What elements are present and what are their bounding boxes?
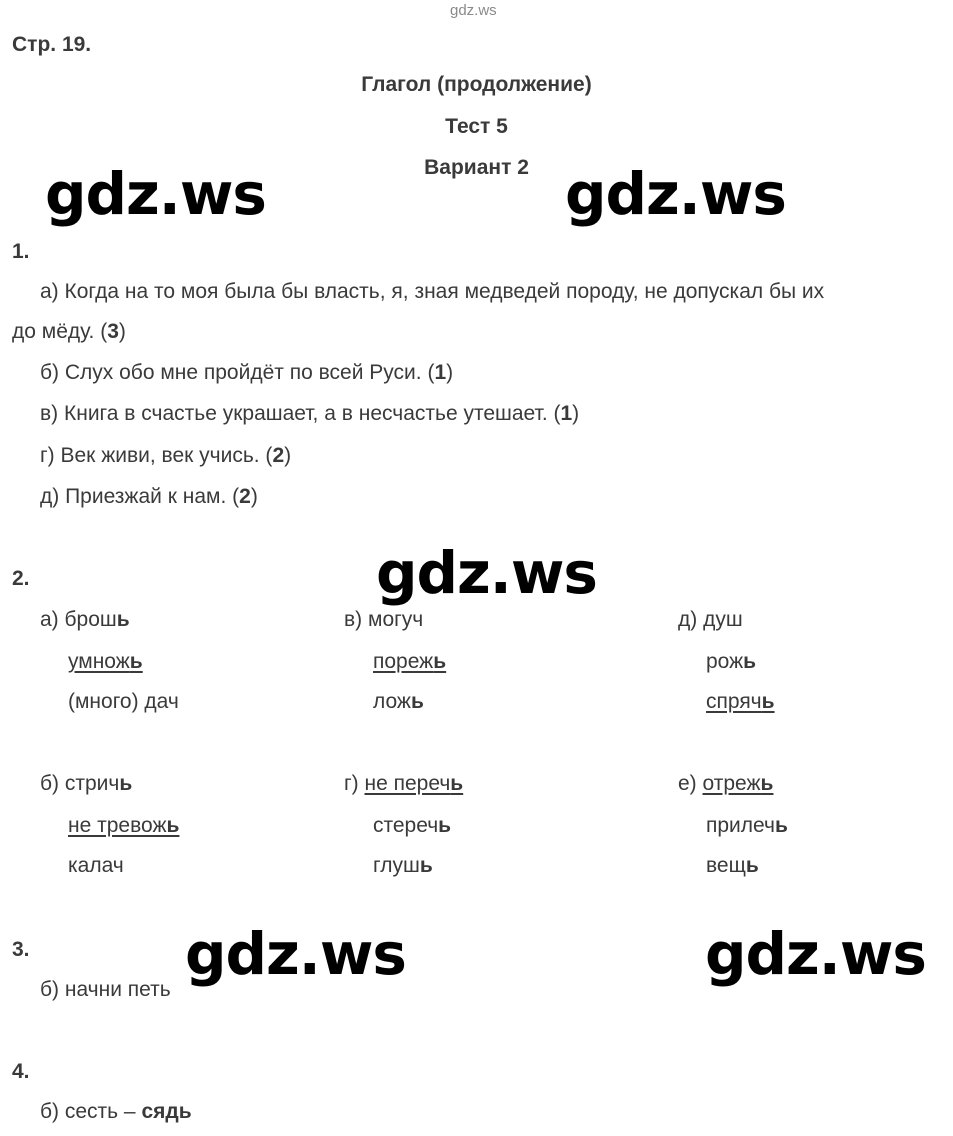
page-reference: Стр. 19. xyxy=(12,33,92,56)
watermark-logo: gdz.ws xyxy=(185,920,406,988)
word-ending: ь xyxy=(743,650,757,673)
answer-number: 2 xyxy=(272,444,285,467)
word-stem: стрич xyxy=(64,772,120,795)
word-row xyxy=(678,772,773,796)
close-paren: ) xyxy=(118,320,126,343)
word-stem: рож xyxy=(706,650,744,673)
underlined-word xyxy=(703,772,774,795)
word-row: калач xyxy=(68,854,124,877)
close-paren: ) xyxy=(572,402,580,425)
word-ending: ь xyxy=(761,690,775,713)
watermark-logo: gdz.ws xyxy=(376,539,597,607)
word-row xyxy=(40,772,132,796)
item-text: б) Слух обо мне пройдёт по всей Руси. ( xyxy=(40,361,435,384)
word-stem: не тревож xyxy=(68,814,167,837)
word-row xyxy=(706,854,759,878)
item-text: до мёду. ( xyxy=(12,320,108,343)
underlined-word xyxy=(373,650,446,673)
task-3-answer: б) начни петь xyxy=(40,978,171,1001)
word-row xyxy=(40,608,130,632)
underlined-word xyxy=(68,814,179,837)
answer-number: 3 xyxy=(107,320,119,343)
word-ending: ь xyxy=(433,650,447,673)
answer-number: 2 xyxy=(239,485,251,508)
task-2-number: 2. xyxy=(12,567,30,590)
task-4-number: 4. xyxy=(12,1060,30,1083)
underlined-word xyxy=(365,772,464,795)
word-ending: ь xyxy=(419,854,433,877)
word-row xyxy=(68,814,179,838)
item-label: г) xyxy=(344,772,359,795)
word-stem: глуш xyxy=(373,854,420,877)
underlined-word xyxy=(706,690,775,713)
test-title: Тест 5 xyxy=(445,115,508,138)
word-ending: ь xyxy=(745,854,759,877)
item-label: б) xyxy=(40,772,60,795)
word-stem: лож xyxy=(373,690,411,713)
task-1-item-b xyxy=(40,361,453,385)
variant-title: Вариант 2 xyxy=(424,156,529,179)
answer-number: 1 xyxy=(434,361,447,384)
task-1-item-d xyxy=(40,485,258,509)
word-row xyxy=(706,690,775,714)
word-stem: пореж xyxy=(373,650,434,673)
word-ending: ь xyxy=(774,814,788,837)
task-1-item-a-line2 xyxy=(12,320,126,344)
word-row xyxy=(373,650,446,674)
item-label: в) xyxy=(344,608,363,631)
word-row xyxy=(373,814,451,838)
task-1-item-v xyxy=(40,402,579,426)
word: могуч xyxy=(368,608,424,631)
task-1-item-a-line1: а) Когда на то моя была бы власть, я, зная медведей породу, не допускал бы их xyxy=(40,280,825,303)
item-text: д) Приезжай к нам. ( xyxy=(40,485,240,508)
word-stem: умнож xyxy=(68,650,130,673)
word-ending: ь xyxy=(129,650,143,673)
word-row xyxy=(344,608,423,632)
word-row xyxy=(678,608,743,632)
word-ending: ь xyxy=(116,608,130,631)
word-row xyxy=(373,690,424,714)
word-row xyxy=(68,650,143,674)
watermark-logo: gdz.ws xyxy=(705,920,926,988)
task-4-answer xyxy=(40,1100,192,1124)
answer-bold-word: сядь xyxy=(141,1100,192,1123)
word-stem: стереч xyxy=(373,814,439,837)
watermark-top: gdz.ws xyxy=(450,2,497,19)
word-row: (много) дач xyxy=(68,690,179,713)
word-ending: ь xyxy=(450,772,464,795)
item-text: г) Век живи, век учись. ( xyxy=(40,444,273,467)
word-stem: спряч xyxy=(706,690,762,713)
task-3-number: 3. xyxy=(12,938,30,961)
word-row xyxy=(706,814,788,838)
close-paren: ) xyxy=(250,485,258,508)
word-stem: отреж xyxy=(702,772,761,795)
task-1-item-g xyxy=(40,444,291,468)
item-label: е) xyxy=(678,772,697,795)
item-text: в) Книга в счастье украшает, а в несчастье утешает. ( xyxy=(40,402,561,425)
underlined-word xyxy=(68,650,143,673)
page-title: Глагол (продолжение) xyxy=(361,73,592,96)
word-stem: вещ xyxy=(706,854,746,877)
word-stem: прилеч xyxy=(706,814,775,837)
item-label: а) xyxy=(40,608,59,631)
answer-number: 1 xyxy=(560,402,573,425)
item-label: д) xyxy=(678,608,698,631)
word-row xyxy=(344,772,463,796)
close-paren: ) xyxy=(284,444,292,467)
answer-text: б) сесть – xyxy=(40,1100,142,1123)
word-row xyxy=(706,650,756,674)
word: душ xyxy=(703,608,743,631)
close-paren: ) xyxy=(446,361,454,384)
word-ending: ь xyxy=(119,772,133,795)
word-ending: ь xyxy=(438,814,452,837)
word-stem: брош xyxy=(64,608,117,631)
word-ending: ь xyxy=(760,772,774,795)
word-stem: не переч xyxy=(364,772,451,795)
word-row xyxy=(373,854,433,878)
word-ending: ь xyxy=(410,690,424,713)
task-1-number: 1. xyxy=(12,240,30,263)
watermark-logo: gdz.ws xyxy=(565,160,786,228)
word-ending: ь xyxy=(166,814,180,837)
watermark-logo: gdz.ws xyxy=(45,160,266,228)
